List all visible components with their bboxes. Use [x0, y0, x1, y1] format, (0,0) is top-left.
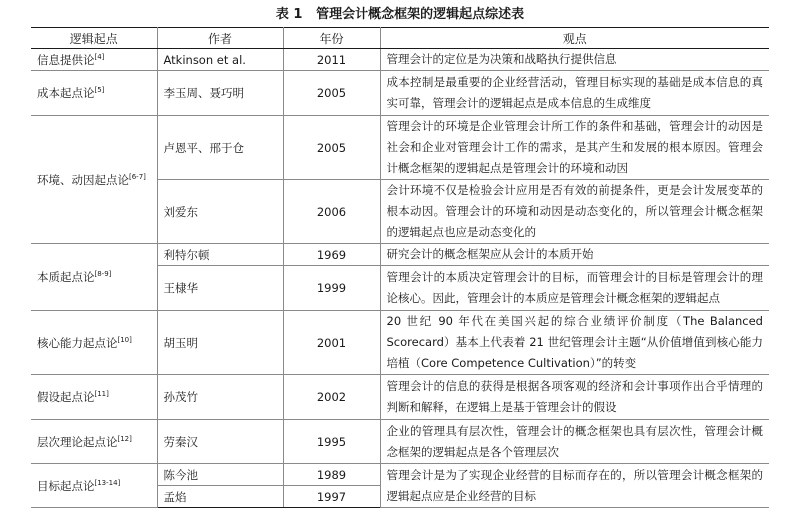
author-cell: 利特尔顿: [157, 244, 283, 266]
view-cell: 20 世纪 90 年代在美国兴起的综合业绩评价制度（The Balanced Scorecard）基本上代表着 21 世纪管理会计主题“从价值增值到核心能力培植（Core Competence Cultivation）”的转变: [380, 311, 769, 375]
view-cell: 研究会计的概念框架应从会计的本质开始: [380, 244, 769, 266]
table-row: [31, 71, 769, 116]
table-row: [31, 420, 769, 464]
start-cell: 目标起点论[13-14]: [31, 464, 157, 508]
table-row: [31, 244, 769, 266]
view-cell: 管理会计的定位是为决策和战略执行提供信息: [380, 49, 769, 71]
start-cell: 本质起点论[8-9]: [31, 244, 157, 311]
view-cell: 管理会计的本质决定管理会计的目标，而管理会计的目标是管理会计的理论核心。因此，管理会计的本质应是管理会计概念框架的逻辑起点: [380, 266, 769, 311]
author-cell: Atkinson et al.: [157, 49, 283, 71]
author-cell: 李玉周、聂巧明: [157, 71, 283, 116]
start-cell: 成本起点论[5]: [31, 71, 157, 116]
year-cell: 2005: [283, 116, 380, 180]
table-row: [31, 375, 769, 420]
author-cell: 胡玉明: [157, 311, 283, 375]
header-author: 作者: [157, 28, 283, 49]
author-cell: 刘爱东: [157, 180, 283, 244]
author-cell: 孙茂竹: [157, 375, 283, 420]
year-cell: 1997: [283, 486, 380, 508]
table-caption: [0, 0, 800, 30]
view-cell: 企业的管理具有层次性，管理会计的概念框架也具有层次性，管理会计概念框架的逻辑起点是各个管理层次: [380, 420, 769, 464]
view-cell: 管理会计是为了实现企业经营的目标而存在的，所以管理会计概念框架的逻辑起点应是企业经营的目标: [380, 464, 769, 508]
year-cell: 2011: [283, 49, 380, 71]
year-cell: 2006: [283, 180, 380, 244]
start-cell: 信息提供论[4]: [31, 49, 157, 71]
table-row: [31, 49, 769, 71]
year-cell: 1995: [283, 420, 380, 464]
start-cell: 环境、动因起点论[6-7]: [31, 116, 157, 244]
table-row: [31, 116, 769, 180]
year-cell: 2002: [283, 375, 380, 420]
year-cell: 1989: [283, 464, 380, 486]
author-cell: 卢恩平、邢于仓: [157, 116, 283, 180]
author-cell: 劳秦汉: [157, 420, 283, 464]
author-cell: 王棣华: [157, 266, 283, 311]
summary-table: [31, 27, 769, 508]
table-caption-title: 管理会计概念框架的逻辑起点综述表: [316, 7, 525, 22]
author-cell: 陈今池: [157, 464, 283, 486]
table-row: [31, 464, 769, 486]
header-start: 逻辑起点: [31, 28, 157, 49]
start-cell: 假设起点论[11]: [31, 375, 157, 420]
start-cell: 核心能力起点论[10]: [31, 311, 157, 375]
header-year: 年份: [283, 28, 380, 49]
header-row: [31, 28, 769, 49]
view-cell: 会计环境不仅是检验会计应用是否有效的前提条件，更是会计发展变革的根本动因。管理会计的环境和动因是动态变化的，所以管理会计概念框架的逻辑起点也应是动态变化的: [380, 180, 769, 244]
start-cell: 层次理论起点论[12]: [31, 420, 157, 464]
year-cell: 1969: [283, 244, 380, 266]
view-cell: 管理会计的环境是企业管理会计所工作的条件和基础，管理会计的动因是社会和企业对管理会计工作的需求，是其产生和发展的根本原因。管理会计概念框架的逻辑起点是管理会计的环境和动因: [380, 116, 769, 180]
view-cell: 成本控制是最重要的企业经营活动，管理目标实现的基础是成本信息的真实可靠，管理会计的逻辑起点是成本信息的生成维度: [380, 71, 769, 116]
table-caption-label: 表 1: [275, 7, 303, 22]
header-view: 观点: [380, 28, 769, 49]
year-cell: 1999: [283, 266, 380, 311]
author-cell: 孟焰: [157, 486, 283, 508]
table-row: [31, 311, 769, 375]
year-cell: 2001: [283, 311, 380, 375]
year-cell: 2005: [283, 71, 380, 116]
view-cell: 管理会计的信息的获得是根据各项客观的经济和会计事项作出合乎情理的判断和解释，在逻辑上是基于管理会计的假设: [380, 375, 769, 420]
